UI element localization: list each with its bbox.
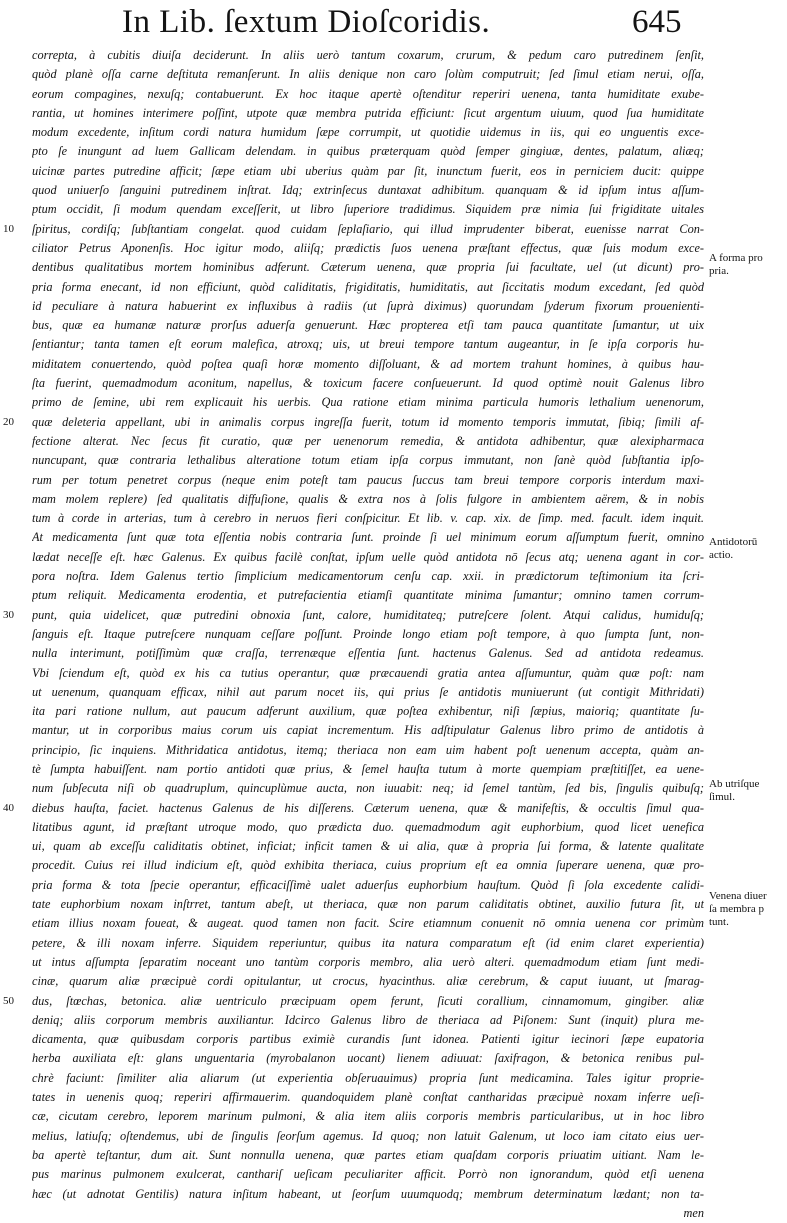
text-line: tate euphorbium noxam inſtrret, tantum abeſt, ut theriaca, quæ non parum caliditatis obtinet, auxilio futura ſit, ut (32, 897, 704, 912)
text-line: dus, ſtœchas, betonica. aliæ uentriculo præcipuam opem ferunt, ſicuti corallium, cinnamomum, gingiber. aliæ (32, 993, 704, 1008)
text-line: ptum occidit, ſi modum quendam exceſſerit, ut libro ſuperiore tradidimus. Siquidem præ nimia ſui frigiditate uitales (32, 202, 704, 217)
text-line: pora noſtra. Idem Galenus tertio ſimplicium medicamentorum cenſu cap. xxii. in prædictorum teſtimonium ita ſcri- (32, 569, 704, 584)
text-line: Vbi ſciendum eſt, quòd ex his ca tutius operantur, quæ præcauendi gratia antea aſſumuntur, quàm quæ poſt: nam (32, 665, 704, 680)
text-line: petere, & illi noxam inferre. Siquidem reperiuntur, quibus ita natura comparatum eſt (id enim claret experientia) (32, 935, 704, 950)
text-line: cinæ, quarum aliæ præcipuè cordi opitulantur, ut crocus, hyacinthus. aliæ cerebrum, & caput iuuant, ut ſmarag- (32, 974, 704, 989)
margin-note-line: Venena diuer (709, 890, 767, 902)
text-line: modum excedente, inſitum cordi natura humidum ſæpe corrumpit, ut quotidie uidemus in iis, qui eo unguentis exce- (32, 125, 704, 140)
text-line: tum à corde in arterias, tum à cerebro in neruos fieri conſpicitur. Et lib. v. cap. xix. de ſimp. med. facult. idem inquit. (32, 511, 704, 526)
running-head (60, 0, 720, 48)
line-number: 10 (3, 222, 14, 235)
text-line: id peculiare à natura habuerint ex influxibus à radiis (ut ſuprà diximus) quorundam ſyderum fixorum prouenienti- (32, 298, 704, 313)
text-line: rum per totum penetret corpus (neque enim poteſt tam paucus ſuccus tam breui tempore corporis interdum maxi- (32, 472, 704, 487)
text-line: tè ſumpta habuiſſent. nam portio antidoti quæ prius, & ſemel hauſta tutum à morte quempiam præſtitiſſet, ea uene- (32, 761, 704, 776)
text-line: ba apertè teſtantur, dum ait. Sunt nonnulla uenena, quæ partes etiam quaſdam corporis priuatim uitiant. Nam le- (32, 1147, 704, 1162)
text-line: nuncupant, quæ contraria lethalibus alteratione totum etiam ipſa corpus immutant, non ſanè quòd ſubſtantia ipſo- (32, 453, 704, 468)
text-line: quæ deleteria appellant, ubi in animalis corpus ingreſſa fuerit, totum id momento temporis immutat, ſibiq; ſimili af- (32, 414, 704, 429)
text-line: primo de ſemine, ubi rem explicauit his uerbis. Qua ratione etiam minima particula humoris lethalium uenenorum, (32, 395, 704, 410)
text-line: uicinæ partes putredine afficit; ſæpe etiam ubi uberius quàm par ſit, inunctum fuerit, eos in perniciem ducit: quippe (32, 163, 704, 178)
text-line: miditatem conuertendo, quòd poſtea quaſi horæ momento diſſoluant, & ad mortem trahunt homines, à quibus hau- (32, 356, 704, 371)
line-number: 20 (3, 415, 14, 428)
margin-note-antidotorum-actio (709, 536, 787, 562)
margin-note-line: Ab utriſque (709, 778, 760, 790)
margin-note-line: A forma pro (709, 252, 763, 264)
text-line: men (683, 1205, 704, 1220)
line-number: 30 (3, 608, 14, 621)
margin-note-line: actio. (709, 549, 734, 561)
margin-note-line: ſa membra p (709, 903, 764, 915)
text-line: hæc (ut adnotat Gentilis) natura inſitum habeant, ut ſeorſum uuumquodq; membrum determinatum lædant; non ta- (32, 1186, 704, 1201)
text-line: ui, quam ab exceſſu caliditatis obtinet, inficiat; inficit tamen & ui alia, quæ à propria ſui forma, & latente qualitate (32, 839, 704, 854)
text-line: pus marinus pulmonem exulcerat, canthariſ ueſicam peculiariter afficit. Porrò non ignorandum, quòd etſi uenena (32, 1167, 704, 1182)
line-number: 40 (3, 801, 14, 814)
text-line: ſanguis eſt. Itaque putreſcere nunquam ceſſare poſſunt. Proinde longo etiam poſt tempore, à quo ſumpta ſunt, non- (32, 626, 704, 641)
text-line: pria forma & tota ſpecie operantur, efficaciſſimè ualet aduerſus euphorbium hauſtum. Quòd ſi ſola excedente calidi- (32, 877, 704, 892)
text-line: ita pari ratione nullum, aut paucum adferunt auxilium, quæ poſtea exhibentur, niſi ſæpius, maioriq; quantitate ſu- (32, 704, 704, 719)
text-line: etiam illius noxam foueat, & augeat. quod tamen non facit. Scire etiamnum conuenit nō omnia uenena cor primùm (32, 916, 704, 931)
line-number: 50 (3, 994, 14, 1007)
text-line: ſta fuerint, quemadmodum aconitum, napellus, & toxicum facere conſueuerunt. Id quod optimè nouit Galenus libro (32, 376, 704, 391)
text-line: pto ſe inungunt ad luem Gallicam delendam. in quibus præterquam quòd ſemper gingiuæ, dentes, palatum, aliæq; (32, 144, 704, 159)
text-line: bus, quæ ea humanæ naturæ prorſus aduerſa genuerunt. Hæc propterea etſi tam pauca quantitate ſumantur, ut uix (32, 318, 704, 333)
text-line: At medicamenta ſunt quæ tota eſſentia nobis contraria ſunt. proinde ſi uel minimum eorum aſſumptum fuerit, omnino (32, 530, 704, 545)
text-line: deniq; aliis corporum membris auxiliantur. Idcirco Galenus libro de theriaca ad Piſonem: Sunt (inquit) plura me- (32, 1012, 704, 1027)
text-line: ut intus aſſumpta ſeparatim noceant uno tantùm corporis membro, alia uerò alteri. quemadmodum etiam ſunt medi- (32, 954, 704, 969)
text-line: num ſubſecuta niſi ob quadruplum, quincuplùmue aucta, non iuuabit: neq; id ſemel tantùm, ſed bis, ſingulis quibuſq; (32, 781, 704, 796)
text-line: procedit. Cuius rei illud indicium eſt, quòd exhibita theriaca, cuius proprium eſt ea omnia ſuperare uenena, quæ pro- (32, 858, 704, 873)
running-title: In Lib. ſextum Dioſcoridis. (122, 4, 491, 40)
text-line: chrè faciunt: ſimiliter alia aliarum (ut experientia obſeruauimus) propria ſunt medicamina. Tales igitur proprie- (32, 1070, 704, 1085)
text-line: herba auxiliata eſt: glans unguentaria (myrobalanon uocant) lienem adiuuat: ſaxifragon, & betonica renibus pul- (32, 1051, 704, 1066)
text-line: mantur, ut in corporibus maius corum uis capiat incrementum. His adſtipulatur Galenus libro primo de antidotis à (32, 723, 704, 738)
text-line: punt, quia uidelicet, quæ putredini obnoxia ſunt, calore, humiditateq; putreſcere ſolent. Atqui calidus, humiduſq; (32, 607, 704, 622)
text-line: diebus hauſta, faciet. hactenus Galenus de his diſſerens. Cæterum uenena, quæ & manifeſtis, & occultis ſimul qua- (32, 800, 704, 815)
text-line: tates in uenenis quoq; reperiri affirmauerim. quandoquidem planè conſtat cantharidas præcipuè noxam inferre ueſi- (32, 1090, 704, 1105)
text-line: dicamenta, quæ quibusdam corporis partibus eximiè curandis ſunt idonea. Patienti igitur iecinori ſæpe eupatoria (32, 1032, 704, 1047)
text-line: quod uniuerſo ſanguini putredinem inſtrat. Idq; extrinſecus duntaxat adhibitum. quanquam & id ipſum intus aſſum- (32, 183, 704, 198)
text-line: ſentiantur; tanta tamen eſt eorum malefica, atroxq; uis, ut breui tempore tantum augeantur, in ſe ipſa corporis hu- (32, 337, 704, 352)
margin-note-forma-propria (709, 252, 787, 278)
text-line: eorum compagines, nexuſq; contabuerunt. Ex hoc itaque apertè oſtenditur reperiri uenena, tanta humiditate exube- (32, 86, 704, 101)
text-line: ptum reliquit. Medicamenta erodentia, et putrefacientia etiamſi quantitate minima ſumantur; omnino tamen corrum- (32, 588, 704, 603)
margin-note-line: pria. (709, 265, 729, 277)
body-text (32, 46, 704, 1223)
text-line: ciliator Petrus Aponenſis. Hoc igitur modo, aliiſq; prædictis ſuos uenena præſtant effectus, quæ ſuis modum exce- (32, 240, 704, 255)
margin-note-ab-utrisque (709, 778, 787, 804)
text-line: ut uenenum, quanquam efficax, nihil aut parum nocet iis, qui prius ſe antidotis muniuerunt (ut contigit Mithridati) (32, 684, 704, 699)
text-line: pria forma enecant, id non efficiunt, quòd caliditatis, frigiditatis, humiditatis, aut ſiccitatis modum excedant, ſed quòd (32, 279, 704, 294)
margin-note-line: Antidotorū (709, 536, 758, 548)
text-line: lædat neceſſe eſt. hæc Galenus. Ex quibus facilè conſtat, ipſum uelle quòd antidota nō ſecus atq; uenena agant in cor- (32, 549, 704, 564)
text-line: mam molem replere) ſed qualitatis diffuſione, qualis & extra nos à ſolis fulgore in ambientem aërem, & in nobis (32, 491, 704, 506)
text-line: principio, ſic inquiens. Mithridatica antidotus, itemq; theriaca non eam uim habent poſt uenenum accepta, quàm an- (32, 742, 704, 757)
text-line: quòd planè oſſa carne deſtituta remanſerunt. In aliis denique non caro ſolùm computruit; ſed ſimul etiam nerui, oſſa, (32, 67, 704, 82)
text-line: rantia, ut homines interimere poſſint, utpote quæ membra putrida efficiunt: ſicut argentum uiuum, quod ſua humiditate (32, 105, 704, 120)
text-line: litatibus agunt, id præſtant utroque modo, quo prædicta duo. quemadmodum agit euphorbium, quod licet uenefica (32, 819, 704, 834)
margin-note-line: tunt. (709, 916, 729, 928)
text-line: fectione alterat. Nec ſecus fit curatio, quæ per uenenorum remedia, & antidota adhibentur, quæ alexipharmaca (32, 433, 704, 448)
page-number: 645 (632, 4, 682, 40)
text-line: nulla interimunt, potiſſimùm quæ craſſa, terrenæque eſſentia ſunt. hactenus Galenus. Sed ad antidota redeamus. (32, 646, 704, 661)
margin-note-venena-diuersa (709, 890, 787, 929)
text-line: correpta, à cubitis diuiſa deciderunt. In aliis uerò tantum coxarum, crurum, & pedum caro putredinem ſenſit, (32, 48, 704, 62)
text-line: dentibus qualitatibus mortem hominibus adferunt. Cæterum uenena, quæ propria ſui facultate, uel (ut dicunt) pro- (32, 260, 704, 275)
margin-note-line: ſimul. (709, 791, 735, 803)
text-line: cæ, cicutam cerebro, leporem marinum pulmoni, & alia item aliis corporis membris particularibus, ut in hoc libro (32, 1109, 704, 1124)
text-line: melius, latiuſq; oſtendemus, ubi de ſingulis ſeorſum agemus. Id quoq; non latuit Galenum, ut loco iam citato eius uer- (32, 1128, 704, 1143)
text-line: ſpiritus, cordiſq; ſubſtantiam congelat. quod cuidam ſeplaſiario, qui illud imprudenter biberat, euenisse narrat Con- (32, 221, 704, 236)
